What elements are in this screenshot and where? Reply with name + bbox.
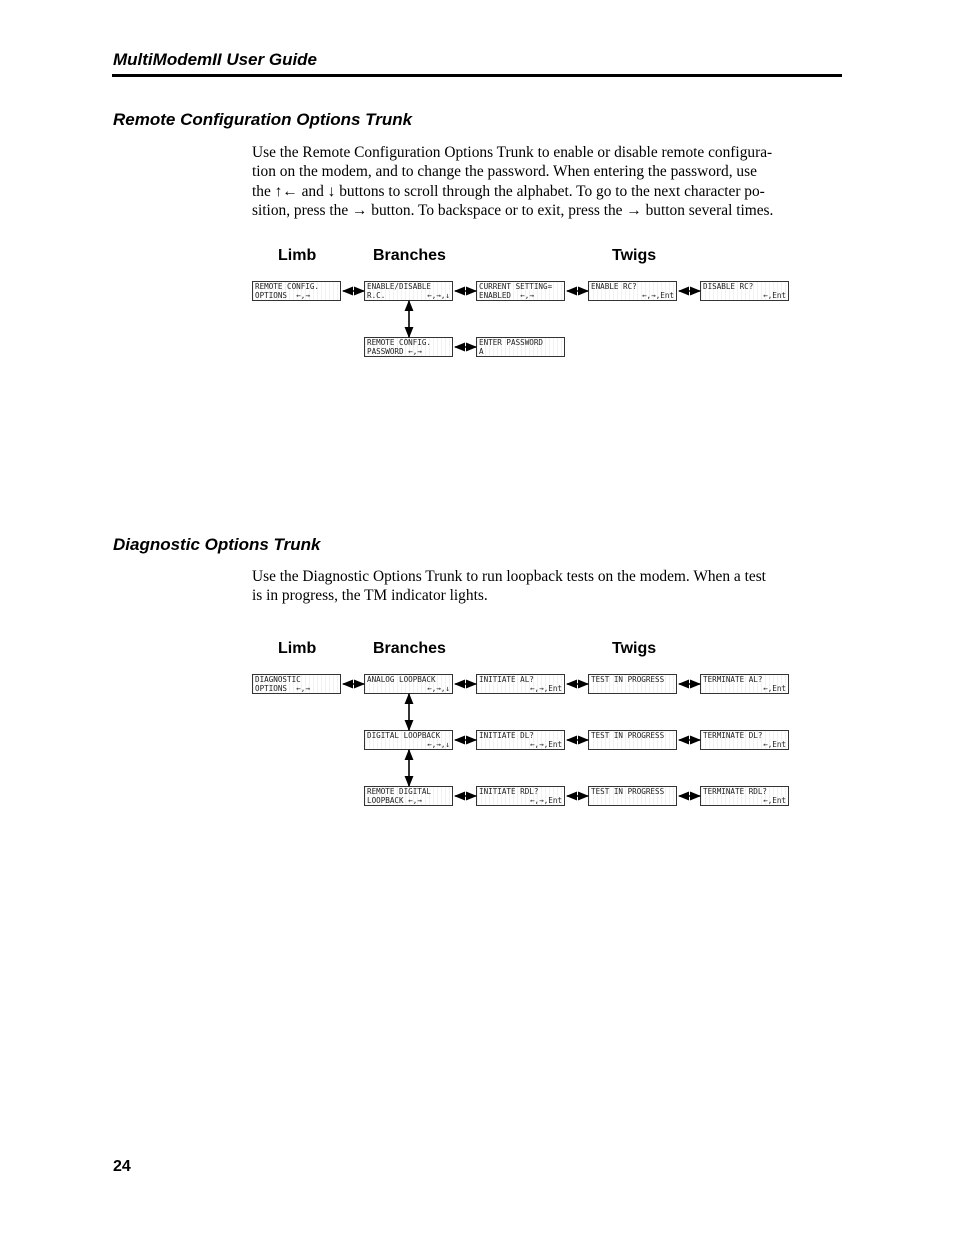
lcd-keys: ←,→ [296,683,310,693]
column-label-limb: Limb [278,247,317,264]
lcd-line: R.C. [367,290,386,300]
paragraph-line: Use the Diagnostic Options Trunk to run loopback tests on the modem. When a test [252,568,766,585]
lcd-line: A [479,346,484,356]
lcd-line: LOOPBACK [367,795,404,805]
lcd-keys: ←,→ [296,290,310,300]
lcd-keys: ←,→ [408,346,422,356]
lcd-keys: ←,→,Ent [641,290,674,300]
lcd-keys: ←,→ [408,795,422,805]
paragraph-line: Use the Remote Configuration Options Trunk to enable or disable remote configura- [252,144,773,161]
column-label-branches: Branches [373,247,446,264]
paragraph-line: sition, press the → button. To backspace or to exit, press the → button several times. [252,202,774,220]
column-label-twigs: Twigs [612,640,657,657]
column-label-twigs: Twigs [612,247,657,264]
column-label-limb: Limb [278,640,317,657]
lcd-line: TEST IN PROGRESS [591,675,665,684]
lcd-keys: ←,→,Ent [529,683,562,693]
lcd-line: DIGITAL LOOPBACK [367,731,441,740]
lcd-keys: ←,Ent [763,683,786,693]
lcd-line: ANALOG LOOPBACK [367,675,436,684]
lcd-keys: ←,→ [520,290,534,300]
lcd-line: TERMINATE AL? [703,675,763,684]
page-number: 24 [113,1158,131,1175]
lcd-line: ENABLE/DISABLE [367,282,432,291]
paragraph-line: tion on the modem, and to change the password. When entering the password, use [252,163,757,181]
paragraph-line: the ↑← and ↓ buttons to scroll through the alphabet. To go to the next character po- [252,182,765,200]
lcd-keys: ←,Ent [763,795,786,805]
lcd-keys: ←,→,Ent [529,739,562,749]
lcd-line: TERMINATE RDL? [703,787,768,796]
paragraph-line: is in progress, the TM indicator lights. [252,587,488,605]
lcd-line: PASSWORD [367,346,404,356]
lcd-line: OPTIONS [255,683,288,693]
lcd-line: REMOTE CONFIG. [255,282,320,291]
column-label-branches: Branches [373,640,446,657]
lcd-line: ENABLE RC? [591,282,637,291]
lcd-line: REMOTE CONFIG. [367,338,432,347]
lcd-keys: ←,Ent [763,739,786,749]
lcd-line: TERMINATE DL? [703,731,763,740]
lcd-keys: ←,→,Ent [529,795,562,805]
lcd-line: DISABLE RC? [703,282,754,291]
lcd-line: INITIATE RDL? [479,787,539,796]
lcd-keys: ←,→,↓ [427,290,450,300]
lcd-line: INITIATE DL? [479,731,534,740]
lcd-keys: ←,→,↓ [427,739,450,749]
lcd-line: INITIATE AL? [479,675,534,684]
lcd-line: TEST IN PROGRESS [591,787,665,796]
section-heading-remote-config: Remote Configuration Options Trunk [113,110,413,129]
lcd-line: CURRENT SETTING= [479,282,553,291]
lcd-line: OPTIONS [255,290,288,300]
lcd-keys: ←,Ent [763,290,786,300]
lcd-line: DIAGNOSTIC [255,675,301,684]
running-header: MultiModemII User Guide [113,50,318,69]
lcd-line: TEST IN PROGRESS [591,731,665,740]
lcd-line: ENABLED [479,290,512,300]
lcd-keys: ←,→,↓ [427,683,450,693]
lcd-line: ENTER PASSWORD [479,338,544,347]
section-heading-diagnostic: Diagnostic Options Trunk [113,535,321,554]
lcd-line: REMOTE DIGITAL [367,787,432,796]
